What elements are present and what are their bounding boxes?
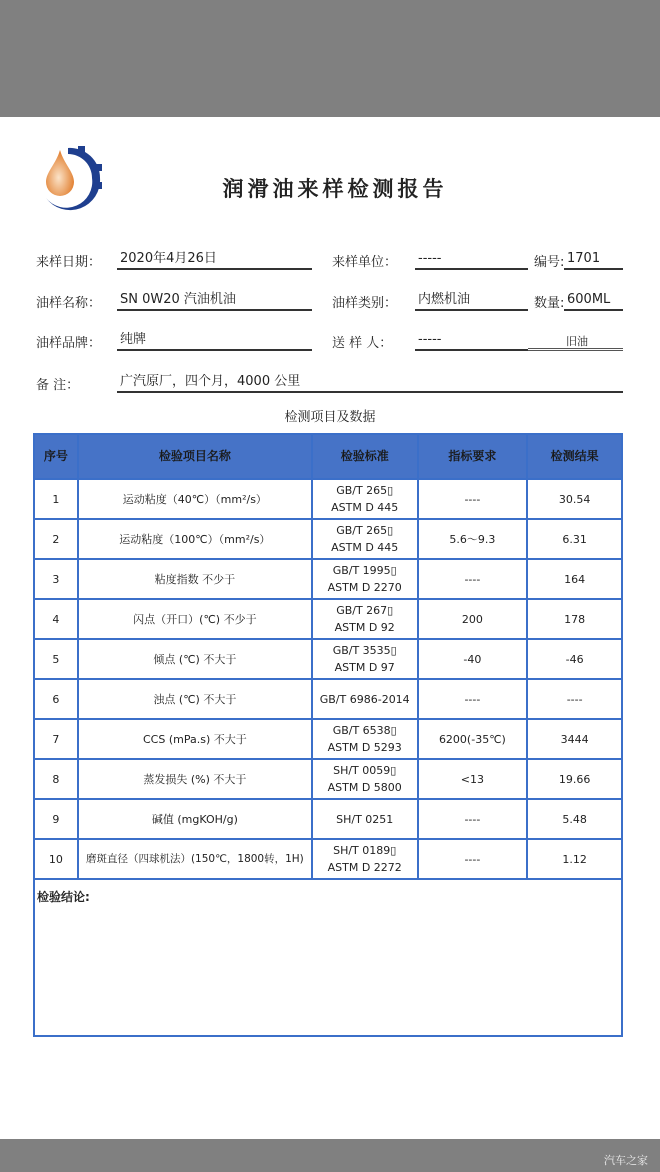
table-cell: 4 [34,599,78,639]
table-cell: CCS (mPa.s) 不大于 [78,719,312,759]
table-cell: 178 [527,599,622,639]
table-cell: 6200(-35℃) [418,719,528,759]
table-cell: 浊点 (℃) 不大于 [78,679,312,719]
table-cell: ---- [527,679,622,719]
table-cell: 粘度指数 不少于 [78,559,312,599]
table-cell: 磨斑直径（四球机法）(150℃，1800转，1H) [78,839,312,879]
table-cell: 碱值 (mgKOH/g) [78,799,312,839]
remark-label: 备 注： [36,378,80,393]
table-cell: 5.6～9.3 [418,519,528,559]
table-cell: 200 [418,599,528,639]
table-cell: 运动粘度（40℃）（mm²/s） [78,479,312,519]
table-row [34,639,622,679]
table-cell: 蒸发损失 (%) 不大于 [78,759,312,799]
table-cell: ---- [418,479,528,519]
table-cell: 闪点（开口）(℃) 不少于 [78,599,312,639]
table-cell: <13 [418,759,528,799]
table-row [34,719,622,759]
name-label: 油样名称： [36,296,102,311]
table-cell: 1.12 [527,839,622,879]
name-field[interactable]: SN 0W20 汽油机油 [117,291,312,311]
qty-field[interactable]: 600ML [564,291,623,311]
table-cell: -46 [527,639,622,679]
watermark: 汽车之家 [604,1154,648,1167]
brand-field[interactable]: 纯牌 [117,331,312,351]
column-header: 检测结果 [527,434,622,479]
table-cell: 30.54 [527,479,622,519]
table-cell: 2 [34,519,78,559]
table-cell: SH/T 0189▯ ASTM D 2272 [312,839,418,879]
table-cell: 19.66 [527,759,622,799]
table-cell: 运动粘度（100℃）（mm²/s） [78,519,312,559]
table-cell: 5.48 [527,799,622,839]
category-field[interactable]: 内燃机油 [415,291,528,311]
table-cell: SH/T 0059▯ ASTM D 5800 [312,759,418,799]
table-row [34,599,622,639]
unit-field[interactable]: ----- [415,250,528,270]
column-header: 指标要求 [418,434,528,479]
no-label: 编号: [534,255,565,270]
table-cell: GB/T 6986-2014 [312,679,418,719]
table-cell: 6 [34,679,78,719]
table-cell: GB/T 3535▯ ASTM D 97 [312,639,418,679]
no-field[interactable]: 1701 [564,250,623,270]
table-row [34,799,622,839]
table-cell: ---- [418,799,528,839]
remark-field[interactable]: 广汽原厂，四个月，4000 公里 [117,373,623,393]
table-cell: GB/T 265▯ ASTM D 445 [312,519,418,559]
category-label: 油样类别： [332,296,398,311]
table-cell: 3444 [527,719,622,759]
table-cell: SH/T 0251 [312,799,418,839]
column-header: 检验项目名称 [78,434,312,479]
table-cell: ---- [418,559,528,599]
column-header: 检验标准 [312,434,418,479]
table-cell: GB/T 6538▯ ASTM D 5293 [312,719,418,759]
report-page [0,117,660,1139]
table-cell: GB/T 265▯ ASTM D 445 [312,479,418,519]
table-row [34,759,622,799]
table-cell: ---- [418,839,528,879]
table-row [34,559,622,599]
table-cell: 7 [34,719,78,759]
sender-label: 送 样 人： [332,336,393,351]
table-cell: -40 [418,639,528,679]
table-row [34,839,622,879]
table-row [34,519,622,559]
table-cell: 6.31 [527,519,622,559]
conclusion-box [33,878,623,1037]
table-cell: 164 [527,559,622,599]
table-row [34,679,622,719]
table-cell: 倾点 (℃) 不大于 [78,639,312,679]
column-header: 序号 [34,434,78,479]
section-title: 检测项目及数据 [284,410,376,425]
table-cell: 1 [34,479,78,519]
table-cell: 8 [34,759,78,799]
table-cell: 10 [34,839,78,879]
table-cell: 3 [34,559,78,599]
table-cell: GB/T 267▯ ASTM D 92 [312,599,418,639]
qty-label: 数量: [534,296,565,311]
table-cell: 9 [34,799,78,839]
unit-label: 来样单位： [332,255,398,270]
table-cell: GB/T 1995▯ ASTM D 2270 [312,559,418,599]
sender-field[interactable]: ----- [415,331,528,351]
table-cell: 5 [34,639,78,679]
brand-label: 油样品牌： [36,336,102,351]
table-row [34,479,622,519]
date-field[interactable]: 2020年4月26日 [117,250,312,270]
test-table [33,433,623,880]
date-label: 来样日期： [36,255,102,270]
note-tag: 旧油 [528,331,623,351]
conclusion-label: 检验结论: [37,890,90,904]
report-title: 润滑油来样检测报告 [222,176,448,201]
table-cell: ---- [418,679,528,719]
